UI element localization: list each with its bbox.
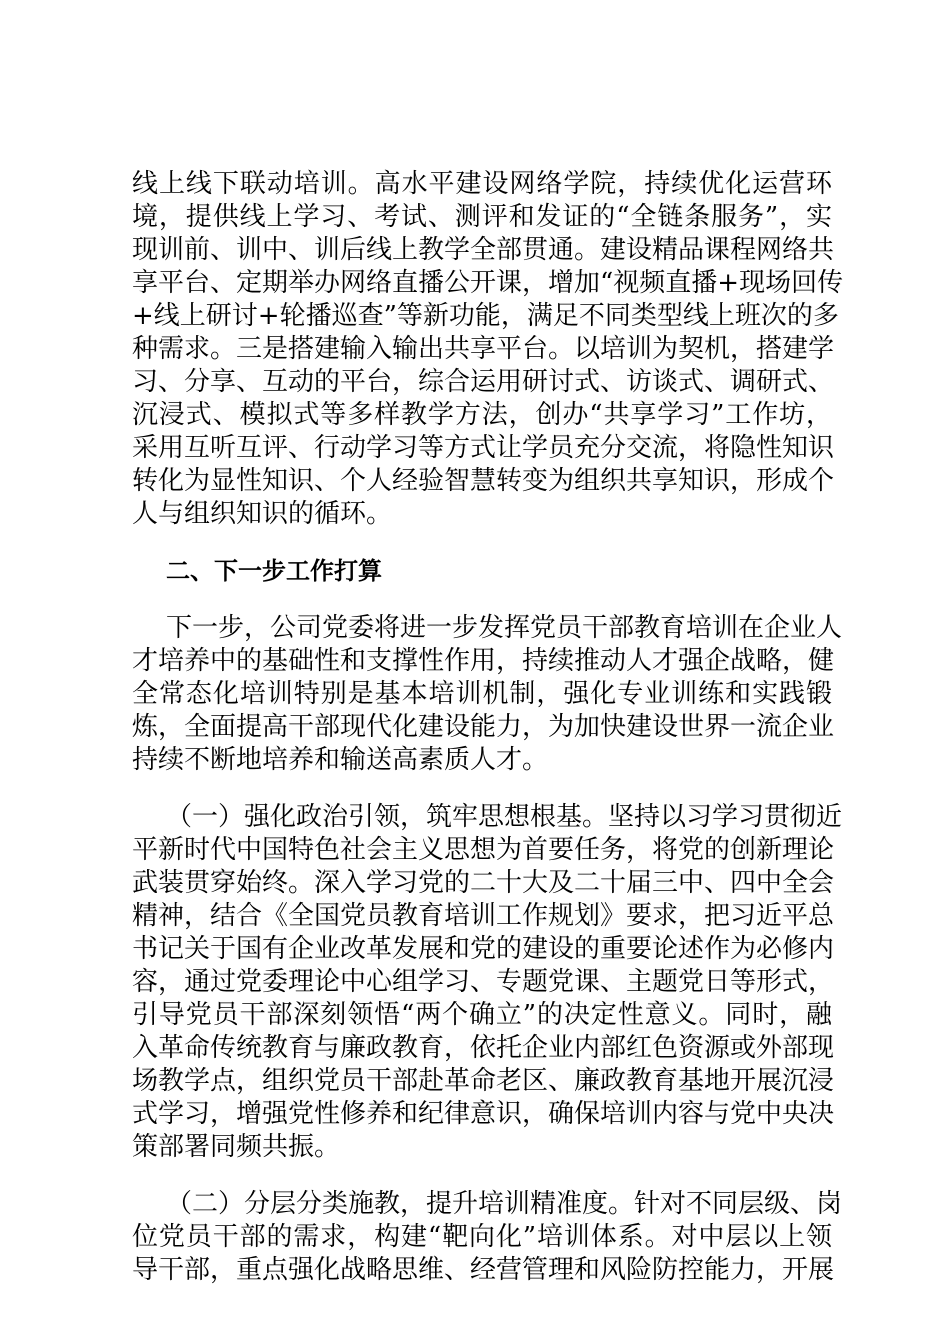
paragraph-line: 式学习，增强党性修养和纪律意识，确保培训内容与党中央决 bbox=[132, 1099, 835, 1129]
paragraph-line: 场教学点，组织党员干部赴革命老区、廉政教育基地开展沉浸 bbox=[132, 1066, 835, 1096]
paragraph-line: 书记关于国有企业改革发展和党的建设的重要论述作为必修内 bbox=[132, 934, 835, 964]
paragraph-line: 习、分享、互动的平台，综合运用研讨式、访谈式、调研式、 bbox=[132, 367, 835, 397]
paragraph-line: 采用互听互评、行动学习等方式让学员充分交流，将隐性知识 bbox=[132, 433, 835, 463]
paragraph-line: 境，提供线上学习、考试、测评和发证的“全链条服务”，实 bbox=[132, 202, 832, 232]
paragraph-line: 炼，全面提高干部现代化建设能力，为加快建设世界一流企业 bbox=[132, 712, 835, 742]
section-heading: 二、下一步工作打算 bbox=[166, 557, 382, 585]
paragraph-line: 现训前、训中、训后线上教学全部贯通。建设精品课程网络共 bbox=[132, 235, 835, 265]
paragraph-line: 才培养中的基础性和支撑性作用，持续推动人才强企战略，健 bbox=[132, 646, 835, 676]
paragraph-line: 转化为显性知识、个人经验智慧转变为组织共享知识，形成个 bbox=[132, 466, 835, 496]
paragraph-line: 平新时代中国特色社会主义思想为首要任务，将党的创新理论 bbox=[132, 835, 835, 865]
paragraph-line: +线上研讨+轮播巡查”等新功能，满足不同类型线上班次的多 bbox=[132, 301, 839, 331]
paragraph-line: 策部署同频共振。 bbox=[132, 1132, 341, 1162]
paragraph-line: （二）分层分类施教，提升培训精准度。针对不同层级、岗 bbox=[166, 1189, 843, 1219]
paragraph-line: 线上线下联动培训。高水平建设网络学院，持续优化运营环 bbox=[132, 169, 832, 199]
paragraph-line: 持续不断地培养和输送高素质人才。 bbox=[132, 745, 549, 775]
paragraph-line: 位党员干部的需求，构建“靶向化”培训体系。对中层以上领 bbox=[132, 1222, 832, 1252]
paragraph-line: 入革命传统教育与廉政教育，依托企业内部红色资源或外部现 bbox=[132, 1033, 835, 1063]
paragraph-line: （一）强化政治引领，筑牢思想根基。坚持以习学习贯彻近 bbox=[166, 802, 843, 832]
paragraph-line: 沉浸式、模拟式等多样教学方法，创办“共享学习”工作坊， bbox=[132, 400, 832, 430]
paragraph-line: 种需求。三是搭建输入输出共享平台。以培训为契机，搭建学 bbox=[132, 334, 835, 364]
paragraph-line: 导干部，重点强化战略思维、经营管理和风险防控能力，开展 bbox=[132, 1255, 835, 1285]
paragraph-line: 精神，结合《全国党员教育培训工作规划》要求，把习近平总 bbox=[132, 901, 835, 931]
paragraph-line: 享平台、定期举办网络直播公开课，增加“视频直播+现场回传 bbox=[132, 268, 844, 298]
paragraph-line: 下一步，公司党委将进一步发挥党员干部教育培训在企业人 bbox=[166, 613, 843, 643]
paragraph-line: 武装贯穿始终。深入学习党的二十大及二十届三中、四中全会 bbox=[132, 868, 835, 898]
paragraph-line: 引导党员干部深刻领悟“两个确立”的决定性意义。同时，融 bbox=[132, 1000, 832, 1030]
paragraph-line: 全常态化培训特别是基本培训机制，强化专业训练和实践锻 bbox=[132, 679, 832, 709]
paragraph-line: 容，通过党委理论中心组学习、专题党课、主题党日等形式， bbox=[132, 967, 835, 997]
paragraph-line: 人与组织知识的循环。 bbox=[132, 499, 393, 529]
